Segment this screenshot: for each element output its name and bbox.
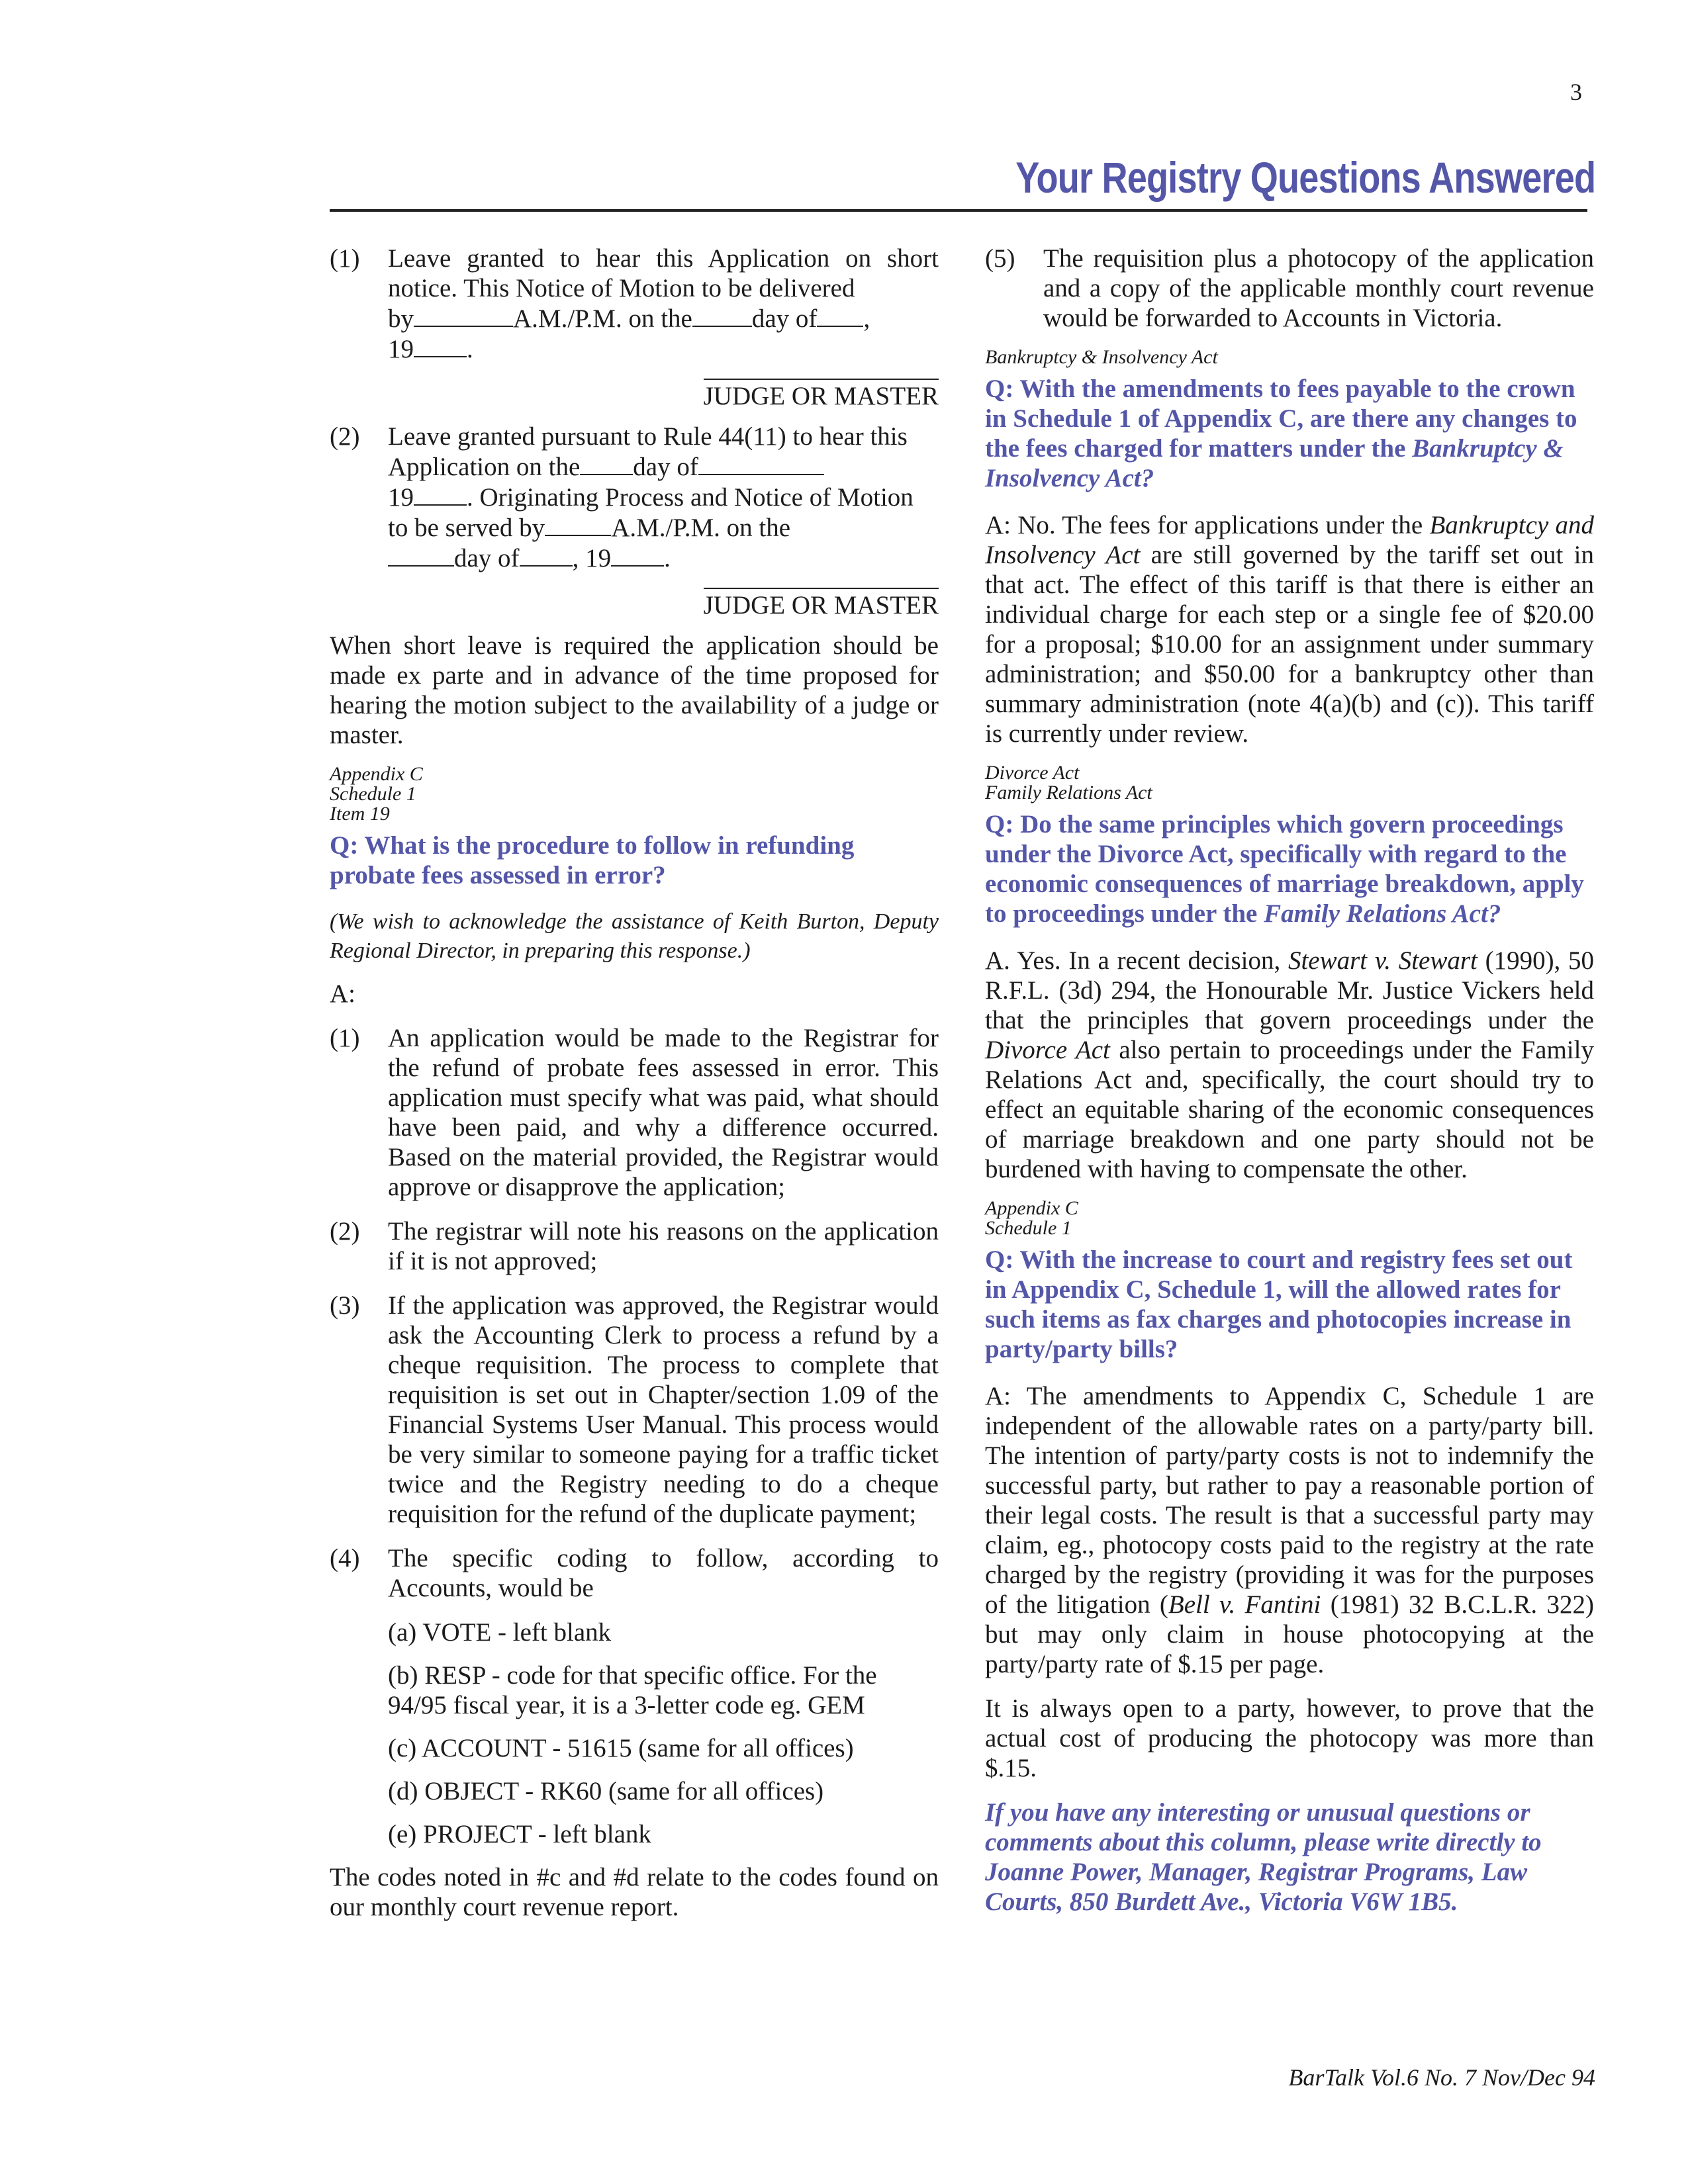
blank-year[interactable] [414,482,467,506]
list-item: (1) An application would be made to the Registrar for the refund of probate fees assessed in error. This application must specify what was paid, what should have been paid, and why a difference occurred. Based on the material provided, the Registrar would approve or disapprove the application; [330,1024,939,1201]
answer-divorce: A. Yes. In a recent decision, Stewart v. Stewart (1990), 50 R.F.L. (3d) 294, the Honourable Mr. Justice Vickers held that the principles that govern proceedings under the Divorce Act also pertain to proceedings under the Family Relations Act and, specifically, the court should try to effect an equitable sharing of the economic consequences of marriage breakdown and one party should not be burdened with having to compensate the other. [985,946,1595,1183]
order-1: (1) Leave granted to hear this Application on short notice. This Notice of Motion to be delivered by A.M./P.M. on the day of , 19 . [330,244,939,363]
blank-month[interactable] [698,451,824,475]
heading-rule [330,209,1587,212]
blank-month[interactable] [817,303,863,327]
blank-month[interactable] [520,543,573,567]
question-divorce-principles: Q: Do the same principles which govern proceedings under the Divorce Act, specifically with regard to the economic consequences of marriage breakdown, apply to proceedings under the Family Relations Act? [985,810,1584,928]
question-party-bills: Q: With the increase to court and registry fees set out in Appendix C, Schedule 1, will the allowed rates for such items as fax charges and photocopies increase in party/party bills? [985,1246,1573,1363]
code-item: (b) RESP - code for that specific office. For the 94/95 fiscal year, it is a 3-letter code eg. GEM [388,1661,877,1719]
code-item: (d) OBJECT - RK60 (same for all offices) [388,1777,824,1805]
left-column [330,244,939,1936]
list-item: (4) The specific coding to follow, according to Accounts, would be [330,1544,939,1602]
reference-appendix-c: Appendix C Schedule 1 [985,1197,1078,1239]
answer-label: A: [330,979,355,1008]
order1-text: Leave granted to hear this Application on short notice. This Notice of Motion to be delivered [388,244,939,302]
list-item: (5) The requisition plus a photocopy of the application and a copy of the applicable monthly court revenue would be forwarded to Accounts in Victoria. [985,244,1594,332]
order-2: (2) Leave granted pursuant to Rule 44(11) to hear this Application on the day of 19 . Originating Process and Notice of Motion to be served by A.M./P.M. on the day of , 19 . [330,422,914,572]
answer-party-bills: A: The amendments to Appendix C, Schedule 1 are independent of the allowable rates on a party/party bill. The intention of party/party costs is not to indemnify the successful party, but rather to pay a reasonable portion of their legal costs. The result is that a successful party may claim, eg., photocopy costs paid to the registry at the rate charged by the registry (providing it was for the purposes of the litigation (Bell v. Fantini (1981) 32 B.C.L.R. 322) but may only claim in house photocopying at the party/party rate of $.15 per page. [985,1382,1594,1678]
page-title: Your Registry Questions Answered [1015,153,1595,202]
short-leave-paragraph: When short leave is required the application should be made ex parte and in advance of the time proposed for hearing the motion subject to the availability of a judge or master. [330,631,939,749]
closing-note: If you have any interesting or unusual questions or comments about this column, please write directly to Joanne Power, Manager, Registrar Programs, Law Courts, 850 Burdett Ave., Victoria V6W 1B5. [985,1798,1542,1916]
blank-time[interactable] [414,303,513,327]
blank-day[interactable] [580,451,633,475]
blank-day[interactable] [388,543,454,567]
blank-year[interactable] [611,543,664,567]
blank-day[interactable] [692,303,752,327]
right-column [985,244,1594,1931]
question-bankruptcy-fees: Q: With the amendments to fees payable to the crown in Schedule 1 of Appendix C, are there any changes to the fees charged for matters under the Bankruptcy & Insolvency Act? [985,375,1577,492]
question-refund-probate: Q: What is the procedure to follow in refunding probate fees assessed in error? [330,831,855,889]
signature-line-2: JUDGE OR MASTER [330,588,939,620]
list-item: (2) The registrar will note his reasons on the application if it is not approved; [330,1217,939,1275]
list-item: (3) If the application was approved, the Registrar would ask the Accounting Clerk to process a refund by a cheque requisition. The process to complete that requisition is set out in Chapter/section 1.09 of the Financial Systems User Manual. This process would be very similar to someone paying for a traffic ticket twice and the Registry needing to do a cheque requisition for the refund of the duplicate payment; [330,1291,939,1528]
code-item: (e) PROJECT - left blank [388,1820,651,1848]
code-item: (a) VOTE - left blank [388,1618,612,1647]
answer-party-bills-2: It is always open to a party, however, to prove that the actual cost of producing the photocopy was more than $.15. [985,1694,1594,1782]
reference-divorce: Divorce Act Family Relations Act [985,762,1152,803]
reference-bankruptcy: Bankruptcy & Insolvency Act [985,346,1218,368]
blank-time[interactable] [545,512,611,536]
signature-line-1: JUDGE OR MASTER [330,379,939,411]
answer-bankruptcy: A: No. The fees for applications under the Bankruptcy and Insolvency Act are still governed by the tariff set out in that act. The effect of this tariff is that there is either an individual charge for each step or a single fee of $20.00 for a proposal; $10.00 for an assignment under summary administration; and $50.00 for a bankruptcy other than summary administration (note 4(a)(b) and (c)). This tariff is currently under review. [985,511,1594,748]
acknowledgement: (We wish to acknowledge the assistance of Keith Burton, Deputy Regional Director, in preparing this response.) [330,909,939,963]
reference-appendix-c: Appendix C Schedule 1 Item 19 [330,763,423,825]
codes-note: The codes noted in #c and #d relate to the codes found on our monthly court revenue report. [330,1863,939,1921]
page-number: 3 [1570,79,1582,105]
code-item: (c) ACCOUNT - 51615 (same for all offices) [388,1734,854,1762]
blank-year[interactable] [414,334,467,357]
footer-citation: BarTalk Vol.6 No. 7 Nov/Dec 94 [1288,2064,1595,2091]
